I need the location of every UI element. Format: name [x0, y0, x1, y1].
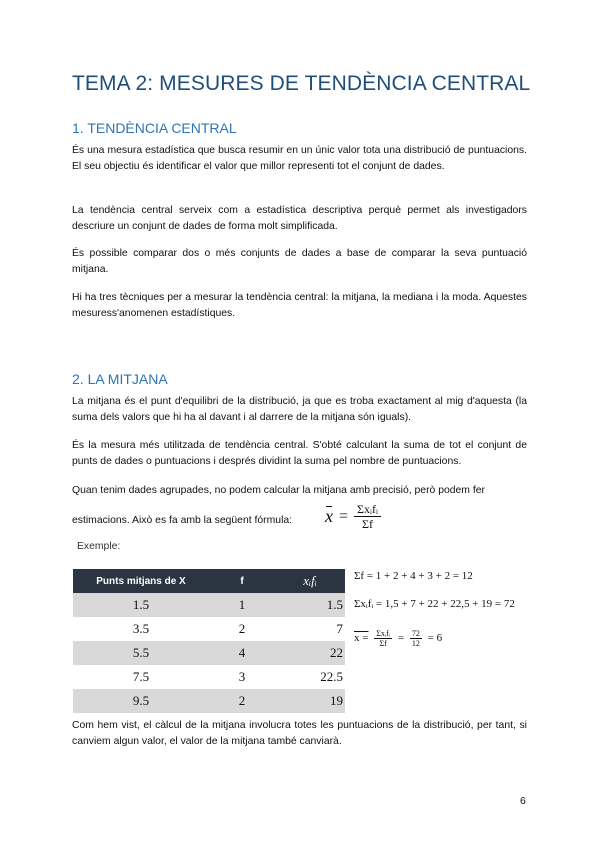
mean-fraction-1-den: Σf: [379, 639, 387, 648]
mean-result: = 6: [427, 632, 443, 645]
table-cell: 2: [209, 617, 275, 641]
mean-formula: [325, 502, 381, 531]
sum-xf-calculation: Σxᵢfᵢ = 1,5 + 7 + 22 + 22,5 + 19 = 72: [354, 598, 515, 610]
table-cell: 1.5: [275, 593, 345, 617]
equals-sign: =: [339, 507, 349, 525]
table-cell: 19: [275, 689, 345, 713]
table-cell: 22.5: [275, 665, 345, 689]
table-row: [73, 617, 345, 641]
paragraph: És possible comparar dos o més conjunts de dades a base de comparar la seva puntuació mitjana.: [72, 248, 527, 275]
page-title: TEMA 2: MESURES DE TENDÈNCIA CENTRAL: [72, 72, 531, 95]
example-label: Exemple:: [77, 541, 121, 552]
table-cell: 7: [275, 617, 345, 641]
formula-fraction: [354, 502, 381, 531]
table-row: [73, 593, 345, 617]
table-cell: 7.5: [73, 665, 209, 689]
x-bar-symbol: x: [325, 506, 333, 526]
table-row: [73, 689, 345, 713]
sum-f-calculation: Σf = 1 + 2 + 4 + 3 + 2 = 12: [354, 570, 473, 582]
paragraph: La tendència central serveix com a estadística descriptiva perquè permet als investigadors descriure un conjunt de dades de forma molt simplificada.: [72, 205, 527, 232]
section-heading-mitjana: 2. LA MITJANA: [72, 371, 168, 387]
page-number: 6: [520, 795, 526, 807]
table-cell: 2: [209, 689, 275, 713]
formula-denominator: Σf: [361, 517, 373, 531]
table-cell: 3.5: [73, 617, 209, 641]
paragraph: La mitjana és el punt d'equilibri de la distribució, ja que es troba exactament al mig d'aquesta (la suma dels valors que hi ha al davant i al darrere de la mitjana són iguals).: [72, 396, 527, 423]
mean-lhs: x =: [354, 632, 369, 645]
paragraph: És la mesura més utilitzada de tendència central. S'obté calculant la suma de tot el conjunt de punts de dades o puntuacions i després dividint la suma pel nombre de puntuacions.: [72, 440, 527, 467]
table-cell: 4: [209, 641, 275, 665]
table-cell: 1: [209, 593, 275, 617]
table-cell: 1.5: [73, 593, 209, 617]
column-header: Punts mitjans de X: [73, 569, 209, 593]
paragraph: estimacions. Això es fa amb la següent fórmula:: [72, 515, 293, 526]
table-cell: 9.5: [73, 689, 209, 713]
mean-calculation: [354, 629, 442, 648]
mean-fraction-2-num: 72: [411, 629, 420, 638]
column-header: f: [209, 569, 275, 593]
section-heading-tendencia: 1. TENDÈNCIA CENTRAL: [72, 120, 237, 136]
table-cell: 5.5: [73, 641, 209, 665]
conclusion-paragraph: Com hem vist, el càlcul de la mitjana involucra totes les puntuacions de la distribució, per tant, si canviem algun valor, el valor de la mitjana també canviarà.: [72, 720, 527, 747]
table-row: [73, 641, 345, 665]
table-header-row: [73, 569, 345, 593]
mean-fraction-1: [374, 629, 392, 648]
mean-eq: =: [397, 632, 405, 645]
mean-fraction-1-num: Σxᵢfᵢ: [376, 629, 391, 638]
table-row: [73, 665, 345, 689]
mean-fraction-2: [410, 629, 422, 648]
paragraph: Hi ha tres tècniques per a mesurar la tendència central: la mitjana, la mediana i la moda. Aquestes mesuress'anomenen estadístiques.: [72, 292, 527, 319]
paragraph: Quan tenim dades agrupades, no podem calcular la mitjana amb precisió, però podem fer: [72, 485, 485, 496]
table-cell: 3: [209, 665, 275, 689]
frequency-table: [73, 569, 345, 713]
mean-fraction-2-den: 12: [411, 639, 420, 648]
column-header: xᵢfᵢ: [275, 569, 345, 593]
table-cell: 22: [275, 641, 345, 665]
formula-numerator: Σxᵢfᵢ: [354, 502, 381, 517]
paragraph: És una mesura estadística que busca resumir en un únic valor tota una distribució de puntuacions. El seu objectiu és identificar el valor que millor representi tot el conjunt de dades.: [72, 145, 527, 172]
